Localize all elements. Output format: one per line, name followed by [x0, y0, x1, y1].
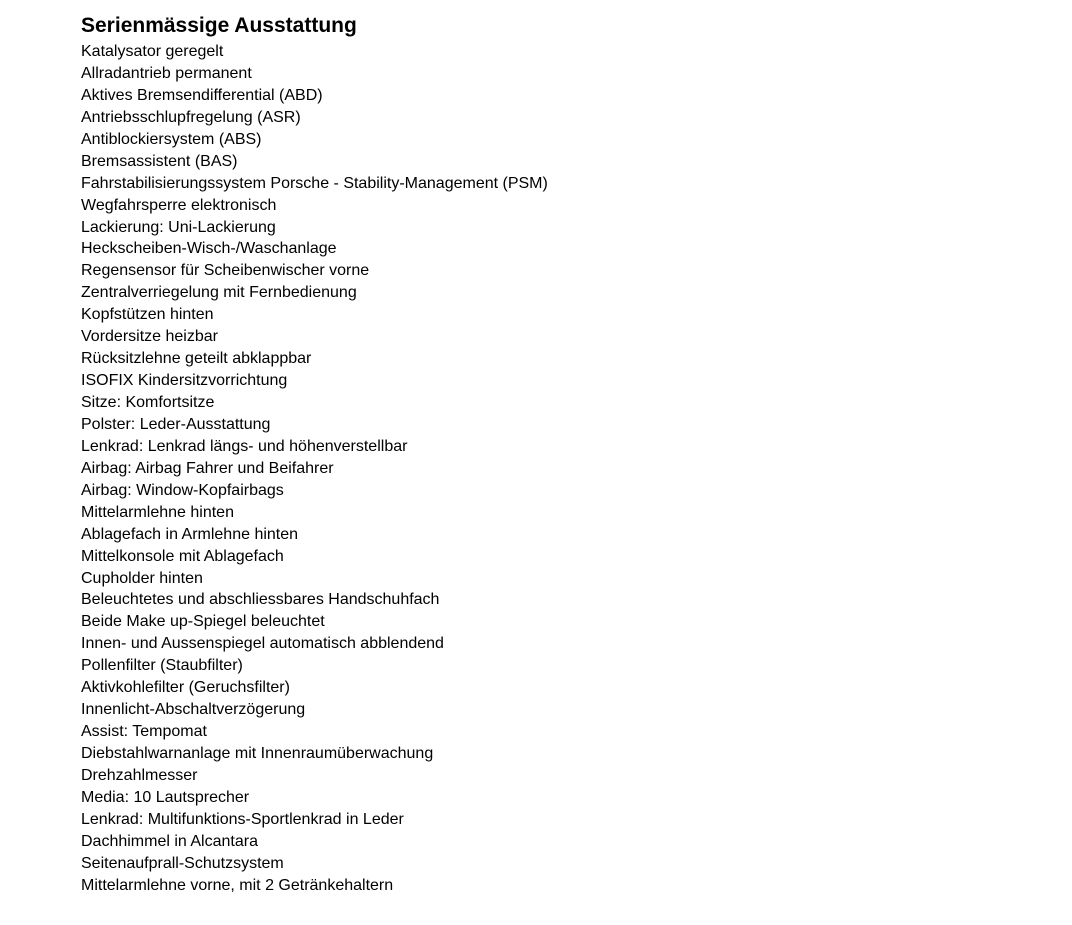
feature-item: Allradantrieb permanent: [81, 64, 252, 82]
feature-item: Fahrstabilisierungssystem Porsche - Stability-Management (PSM): [81, 174, 548, 192]
feature-item: Mittelkonsole mit Ablagefach: [81, 547, 284, 565]
feature-item: Lenkrad: Multifunktions-Sportlenkrad in Leder: [81, 810, 404, 828]
feature-item: Kopfstützen hinten: [81, 306, 214, 324]
feature-item: Vordersitze heizbar: [81, 328, 218, 346]
feature-item: Lenkrad: Lenkrad längs- und höhenverstellbar: [81, 437, 408, 455]
feature-item: Media: 10 Lautsprecher: [81, 788, 250, 806]
feature-item: Katalysator geregelt: [81, 43, 224, 60]
feature-item: Beide Make up-Spiegel beleuchtet: [81, 613, 325, 631]
feature-item: Ablagefach in Armlehne hinten: [81, 525, 299, 543]
document-content: [81, 11, 1041, 897]
feature-item: Wegfahrsperre elektronisch: [81, 196, 277, 214]
feature-item: Lackierung: Uni-Lackierung: [81, 218, 276, 236]
feature-item: Pollenfilter (Staubfilter): [81, 657, 243, 675]
feature-item: Cupholder hinten: [81, 569, 203, 587]
feature-item: Polster: Leder-Ausstattung: [81, 415, 271, 433]
feature-item: Antiblockiersystem (ABS): [81, 130, 262, 148]
feature-item: Dachhimmel in Alcantara: [81, 832, 258, 850]
feature-item: Regensensor für Scheibenwischer vorne: [81, 262, 370, 280]
feature-item: Rücksitzlehne geteilt abklappbar: [81, 350, 312, 368]
feature-list: [81, 41, 1041, 897]
feature-item: Heckscheiben-Wisch-/Waschanlage: [81, 240, 337, 258]
feature-item: Beleuchtetes und abschliessbares Handschuhfach: [81, 591, 440, 609]
document-title: Serienmässige Ausstattung: [81, 14, 357, 37]
feature-item: Zentralverriegelung mit Fernbedienung: [81, 284, 357, 302]
feature-item: Bremsassistent (BAS): [81, 152, 238, 170]
feature-item: Mittelarmlehne hinten: [81, 503, 234, 521]
feature-item: Drehzahlmesser: [81, 766, 198, 784]
feature-item: Airbag: Airbag Fahrer und Beifahrer: [81, 459, 334, 477]
feature-item: Sitze: Komfortsitze: [81, 394, 215, 411]
feature-item: Mittelarmlehne vorne, mit 2 Getränkehaltern: [81, 876, 394, 894]
feature-item: Antriebsschlupfregelung (ASR): [81, 108, 301, 126]
feature-item: Seitenaufprall-Schutzsystem: [81, 854, 284, 872]
feature-item: Aktives Bremsendifferential (ABD): [81, 86, 323, 104]
feature-item: Innen- und Aussenspiegel automatisch abblendend: [81, 635, 444, 653]
feature-item: Aktivkohlefilter (Geruchsfilter): [81, 679, 290, 697]
feature-item: Assist: Tempomat: [81, 723, 207, 741]
feature-item: Diebstahlwarnanlage mit Innenraumüberwachung: [81, 745, 434, 762]
feature-item: ISOFIX Kindersitzvorrichtung: [81, 372, 288, 390]
feature-item: Innenlicht-Abschaltverzögerung: [81, 701, 306, 719]
feature-item: Airbag: Window-Kopfairbags: [81, 481, 284, 499]
